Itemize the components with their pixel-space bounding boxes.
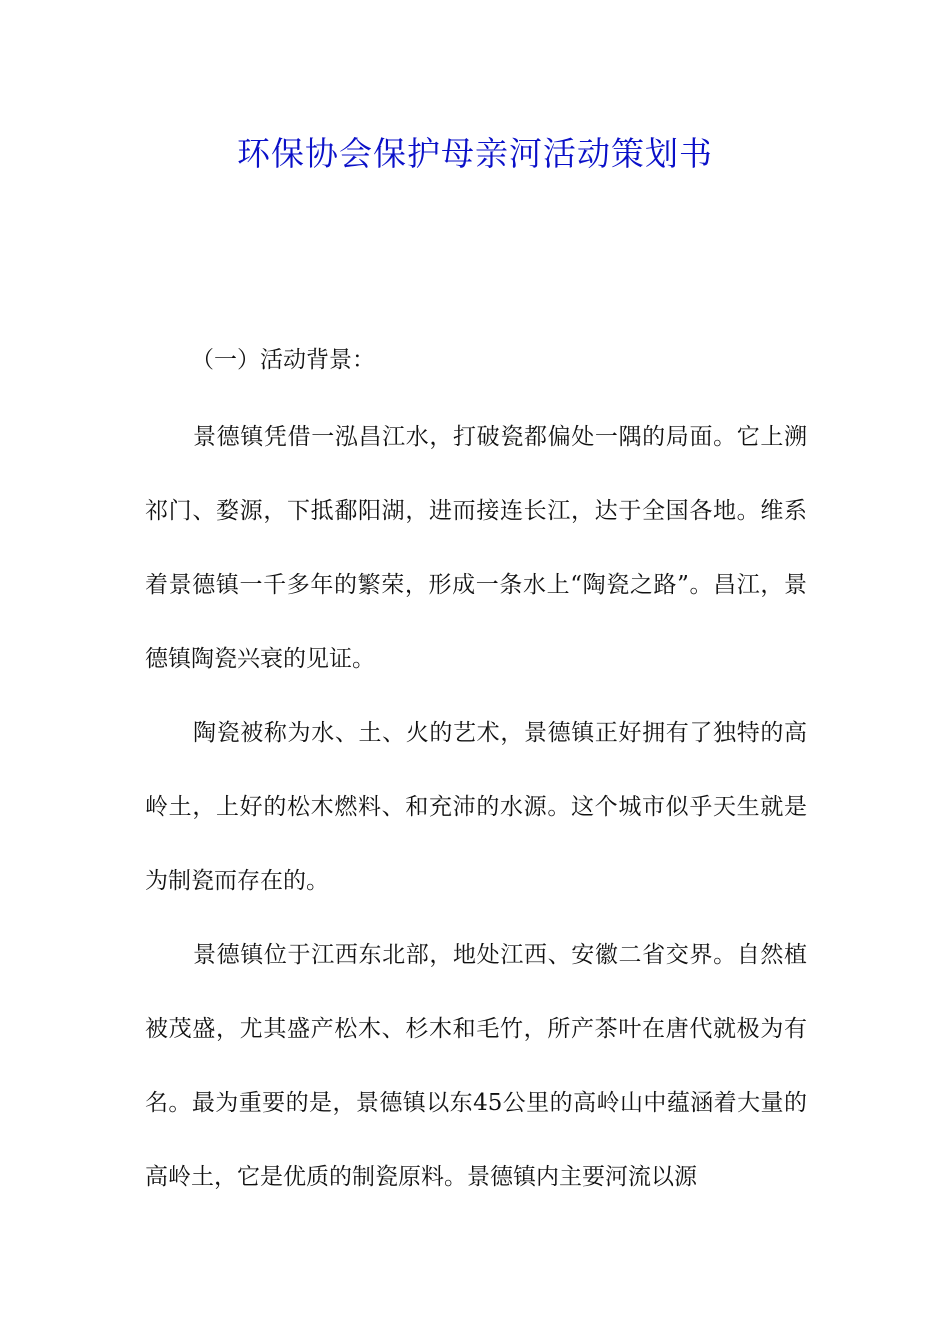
paragraph-3: 景德镇位于江西东北部，地处江西、安徽二省交界。自然植被茂盛，尤其盛产松木、杉木和毛竹，所产茶叶在唐代就极为有名。最为重要的是，景德镇以东45公里的高岭山中蕴涵着大量的高岭土，它是优质的制瓷原料。景德镇内主要河流以源 xyxy=(145,942,807,1190)
section-heading: （一）活动背景： xyxy=(191,347,375,373)
paragraph-1: 景德镇凭借一泓昌江水，打破瓷都偏处一隅的局面。它上溯祁门、婺源，下抵鄱阳湖，进而接连长江，达于全国各地。维系着景德镇一千多年的繁荣，形成一条水上“陶瓷之路”。昌江，景德镇陶瓷兴衰的见证。 xyxy=(145,424,807,672)
paragraph-2: 陶瓷被称为水、土、火的艺术，景德镇正好拥有了独特的高岭土，上好的松木燃料、和充沛的水源。这个城市似乎天生就是为制瓷而存在的。 xyxy=(145,720,807,894)
document-title: 环保协会保护母亲河活动策划书 xyxy=(237,134,713,173)
